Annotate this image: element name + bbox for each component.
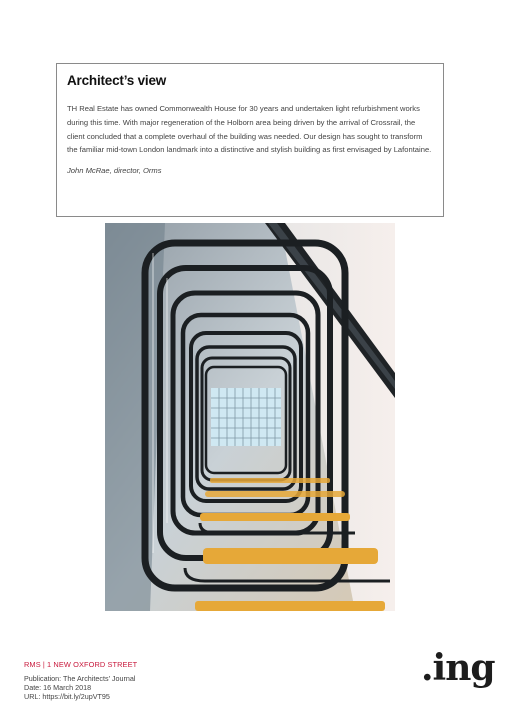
quote-body: TH Real Estate has owned Commonwealth House for 30 years and undertaken light refurbishment works during this time. With major regeneration of the Holborn area being driven by the arrival of Crossrail, the client concluded that a complete overhaul of the building was needed. Our design has sought to transform the familiar mid-town London landmark into a distinctive and stylish building as first envisaged by Lafontaine. <box>67 104 432 155</box>
footer-project-title: RMS | 1 NEW OXFORD STREET <box>24 660 138 669</box>
quote-title: Architect’s view <box>67 73 167 88</box>
footer-date: Date: 16 March 2018 <box>24 683 92 692</box>
ing-logo: .ing <box>421 647 495 689</box>
footer-url: URL: https://bit.ly/2upVT95 <box>24 692 110 701</box>
atrium-photo <box>105 223 395 611</box>
architects-view-box <box>56 63 444 217</box>
quote-attribution: John McRae, director, Orms <box>67 166 162 176</box>
footer-publication: Publication: The Architects' Journal <box>24 674 136 683</box>
